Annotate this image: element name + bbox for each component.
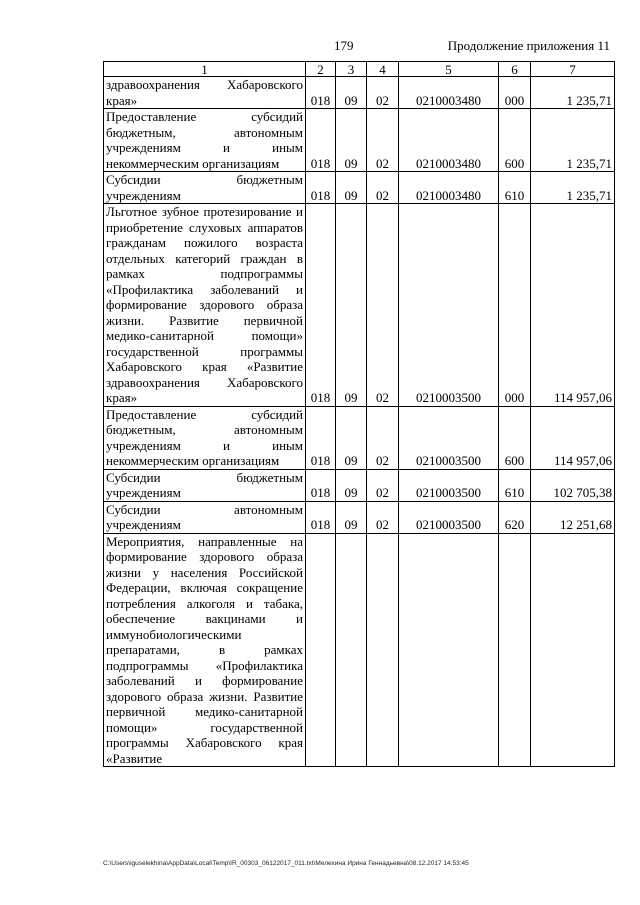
- cell-code: 09: [336, 109, 367, 172]
- cell-amount: 1 235,71: [531, 172, 615, 204]
- cell-code: 018: [306, 109, 336, 172]
- cell-code: 0210003500: [399, 469, 499, 501]
- cell-code: [336, 533, 367, 767]
- cell-code: 600: [499, 406, 531, 469]
- cell-amount: 1 235,71: [531, 77, 615, 109]
- row-name: Предоставление субсидий бюджетным, автономным учреждениям и иным некоммерческим организациям: [104, 109, 306, 172]
- cell-code: 0210003480: [399, 77, 499, 109]
- table-row: [104, 533, 615, 767]
- cell-code: 018: [306, 469, 336, 501]
- cell-code: 09: [336, 501, 367, 533]
- cell-code: 018: [306, 77, 336, 109]
- cell-code: [306, 533, 336, 767]
- page-header: [0, 38, 640, 56]
- cell-amount: 114 957,06: [531, 406, 615, 469]
- cell-code: [399, 533, 499, 767]
- cell-amount: [531, 533, 615, 767]
- cell-code: 018: [306, 204, 336, 407]
- cell-code: 610: [499, 172, 531, 204]
- row-name: Субсидии автономным учреждениям: [104, 501, 306, 533]
- cell-code: 0210003480: [399, 172, 499, 204]
- column-number: 7: [531, 62, 615, 77]
- cell-code: 0210003500: [399, 406, 499, 469]
- column-number: 2: [306, 62, 336, 77]
- column-number: 4: [367, 62, 399, 77]
- row-name: Субсидии бюджетным учреждениям: [104, 172, 306, 204]
- table-row: [104, 469, 615, 501]
- table-row: [104, 406, 615, 469]
- cell-code: 02: [367, 469, 399, 501]
- cell-code: 02: [367, 204, 399, 407]
- cell-code: 000: [499, 77, 531, 109]
- cell-code: 09: [336, 204, 367, 407]
- table-row: [104, 501, 615, 533]
- row-name: Субсидии бюджетным учреждениям: [104, 469, 306, 501]
- cell-code: 02: [367, 501, 399, 533]
- cell-code: 018: [306, 406, 336, 469]
- column-number: 3: [336, 62, 367, 77]
- cell-amount: 102 705,38: [531, 469, 615, 501]
- continuation-label: Продолжение приложения 11: [447, 38, 610, 53]
- table-row: [104, 77, 615, 109]
- cell-code: 02: [367, 109, 399, 172]
- column-number: 6: [499, 62, 531, 77]
- column-number: 1: [104, 62, 306, 77]
- cell-code: 02: [367, 172, 399, 204]
- cell-code: 09: [336, 77, 367, 109]
- cell-code: 09: [336, 172, 367, 204]
- cell-code: 0210003500: [399, 501, 499, 533]
- table-row: [104, 172, 615, 204]
- cell-code: [499, 533, 531, 767]
- row-name: Мероприятия, направленные на формирование здорового образа жизни у населения Российской Федерации, включая сокращение потребления алкоголя и табака, обеспечение вакцинами и иммунобиологическими препаратами, в рамках подпрограммы «Профилактика заболеваний и формирование здорового образа жизни. Развитие первичной медико-санитарной помощи» государственной программы Хабаровского края «Развитие: [104, 533, 306, 767]
- cell-code: [367, 533, 399, 767]
- cell-code: 02: [367, 77, 399, 109]
- cell-amount: 1 235,71: [531, 109, 615, 172]
- cell-code: 09: [336, 406, 367, 469]
- cell-code: 600: [499, 109, 531, 172]
- cell-code: 02: [367, 406, 399, 469]
- table-row: [104, 109, 615, 172]
- file-path-footer: C:\Users\iguselekhina\AppData\Local\Temp\IR_00303_06122017_011.txt\Мелехина Ирина Геннадьевна\08.12.2017 14:53:45: [103, 860, 469, 867]
- cell-code: 620: [499, 501, 531, 533]
- row-name: Предоставление субсидий бюджетным, автономным учреждениям и иным некоммерческим организациям: [104, 406, 306, 469]
- column-number-row: [104, 62, 615, 77]
- cell-code: 018: [306, 501, 336, 533]
- table-row: [104, 204, 615, 407]
- cell-code: 000: [499, 204, 531, 407]
- cell-code: 0210003480: [399, 109, 499, 172]
- cell-amount: 114 957,06: [531, 204, 615, 407]
- page-number: 179: [334, 38, 354, 53]
- row-name: здравоохранения Хабаровского края»: [104, 77, 306, 109]
- cell-amount: 12 251,68: [531, 501, 615, 533]
- cell-code: 610: [499, 469, 531, 501]
- cell-code: 0210003500: [399, 204, 499, 407]
- column-number: 5: [399, 62, 499, 77]
- row-name: Льготное зубное протезирование и приобретение слуховых аппаратов гражданам пожилого возраста отдельных категорий граждан в рамках подпрограммы «Профилактика заболеваний и формирование здорового образа жизни. Развитие первичной медико-санитарной помощи» государственной программы Хабаровского края «Развитие здравоохранения Хабаровского края»: [104, 204, 306, 407]
- budget-table: [103, 61, 615, 767]
- cell-code: 09: [336, 469, 367, 501]
- cell-code: 018: [306, 172, 336, 204]
